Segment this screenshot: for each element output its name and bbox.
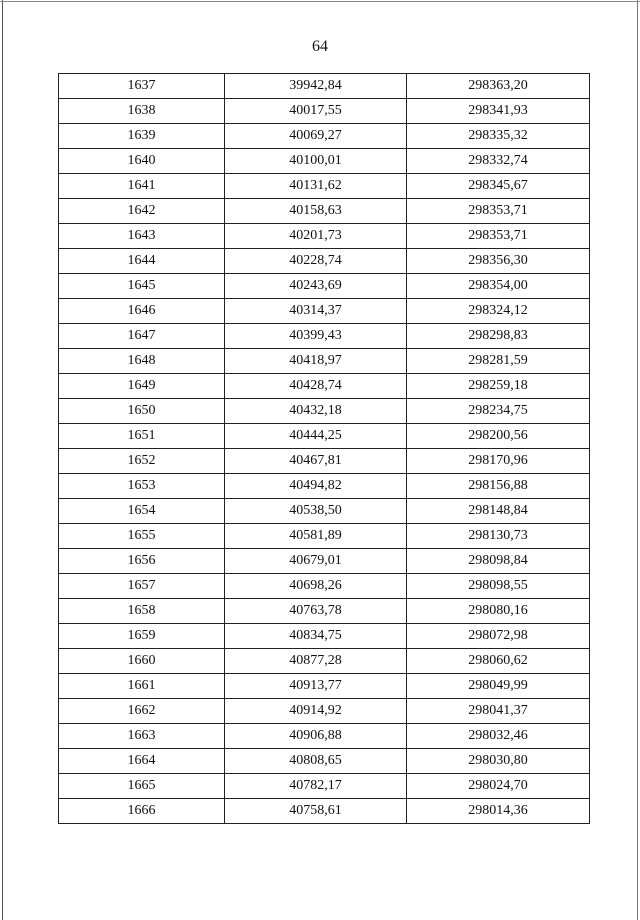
table-row xyxy=(59,149,590,174)
point-number-cell: 1652 xyxy=(59,449,225,474)
x-coordinate-cell: 40698,26 xyxy=(225,574,407,599)
coordinates-table-body xyxy=(59,74,590,824)
point-number-cell: 1664 xyxy=(59,749,225,774)
y-coordinate-cell: 298234,75 xyxy=(407,399,590,424)
x-coordinate-cell: 40158,63 xyxy=(225,199,407,224)
x-coordinate-cell: 40444,25 xyxy=(225,424,407,449)
table-row xyxy=(59,249,590,274)
point-number-cell: 1656 xyxy=(59,549,225,574)
x-coordinate-cell: 40100,01 xyxy=(225,149,407,174)
x-coordinate-cell: 40808,65 xyxy=(225,749,407,774)
x-coordinate-cell: 40538,50 xyxy=(225,499,407,524)
y-coordinate-cell: 298356,30 xyxy=(407,249,590,274)
x-coordinate-cell: 40581,89 xyxy=(225,524,407,549)
y-coordinate-cell: 298130,73 xyxy=(407,524,590,549)
table-row xyxy=(59,599,590,624)
point-number-cell: 1648 xyxy=(59,349,225,374)
scan-edge-left xyxy=(2,0,3,920)
table-row xyxy=(59,199,590,224)
y-coordinate-cell: 298072,98 xyxy=(407,624,590,649)
x-coordinate-cell: 40017,55 xyxy=(225,99,407,124)
table-row xyxy=(59,349,590,374)
point-number-cell: 1640 xyxy=(59,149,225,174)
y-coordinate-cell: 298170,96 xyxy=(407,449,590,474)
table-row xyxy=(59,374,590,399)
y-coordinate-cell: 298049,99 xyxy=(407,674,590,699)
table-row xyxy=(59,499,590,524)
y-coordinate-cell: 298098,55 xyxy=(407,574,590,599)
x-coordinate-cell: 40131,62 xyxy=(225,174,407,199)
point-number-cell: 1650 xyxy=(59,399,225,424)
point-number-cell: 1638 xyxy=(59,99,225,124)
table-row xyxy=(59,549,590,574)
y-coordinate-cell: 298341,93 xyxy=(407,99,590,124)
point-number-cell: 1654 xyxy=(59,499,225,524)
point-number-cell: 1647 xyxy=(59,324,225,349)
x-coordinate-cell: 40201,73 xyxy=(225,224,407,249)
point-number-cell: 1649 xyxy=(59,374,225,399)
table-row xyxy=(59,224,590,249)
point-number-cell: 1665 xyxy=(59,774,225,799)
x-coordinate-cell: 40906,88 xyxy=(225,724,407,749)
x-coordinate-cell: 39942,84 xyxy=(225,74,407,99)
table-row xyxy=(59,724,590,749)
point-number-cell: 1662 xyxy=(59,699,225,724)
table-row xyxy=(59,524,590,549)
x-coordinate-cell: 40834,75 xyxy=(225,624,407,649)
table-row xyxy=(59,274,590,299)
y-coordinate-cell: 298298,83 xyxy=(407,324,590,349)
scan-edge-top xyxy=(0,1,640,2)
table-row xyxy=(59,699,590,724)
point-number-cell: 1641 xyxy=(59,174,225,199)
table-row xyxy=(59,424,590,449)
y-coordinate-cell: 298353,71 xyxy=(407,199,590,224)
point-number-cell: 1646 xyxy=(59,299,225,324)
y-coordinate-cell: 298080,16 xyxy=(407,599,590,624)
table-row xyxy=(59,74,590,99)
x-coordinate-cell: 40069,27 xyxy=(225,124,407,149)
x-coordinate-cell: 40494,82 xyxy=(225,474,407,499)
point-number-cell: 1661 xyxy=(59,674,225,699)
page-number: 64 xyxy=(312,38,328,55)
scan-edge-right xyxy=(637,0,638,920)
coordinates-table xyxy=(58,73,590,824)
y-coordinate-cell: 298060,62 xyxy=(407,649,590,674)
y-coordinate-cell: 298363,20 xyxy=(407,74,590,99)
point-number-cell: 1637 xyxy=(59,74,225,99)
table-row xyxy=(59,449,590,474)
y-coordinate-cell: 298148,84 xyxy=(407,499,590,524)
table-row xyxy=(59,174,590,199)
table-row xyxy=(59,624,590,649)
x-coordinate-cell: 40428,74 xyxy=(225,374,407,399)
x-coordinate-cell: 40243,69 xyxy=(225,274,407,299)
x-coordinate-cell: 40782,17 xyxy=(225,774,407,799)
y-coordinate-cell: 298259,18 xyxy=(407,374,590,399)
point-number-cell: 1643 xyxy=(59,224,225,249)
point-number-cell: 1639 xyxy=(59,124,225,149)
x-coordinate-cell: 40418,97 xyxy=(225,349,407,374)
point-number-cell: 1644 xyxy=(59,249,225,274)
x-coordinate-cell: 40314,37 xyxy=(225,299,407,324)
y-coordinate-cell: 298032,46 xyxy=(407,724,590,749)
point-number-cell: 1657 xyxy=(59,574,225,599)
y-coordinate-cell: 298345,67 xyxy=(407,174,590,199)
point-number-cell: 1660 xyxy=(59,649,225,674)
point-number-cell: 1653 xyxy=(59,474,225,499)
x-coordinate-cell: 40467,81 xyxy=(225,449,407,474)
y-coordinate-cell: 298041,37 xyxy=(407,699,590,724)
table-row xyxy=(59,649,590,674)
table-row xyxy=(59,99,590,124)
y-coordinate-cell: 298353,71 xyxy=(407,224,590,249)
x-coordinate-cell: 40432,18 xyxy=(225,399,407,424)
table-row xyxy=(59,799,590,824)
table-row xyxy=(59,674,590,699)
y-coordinate-cell: 298030,80 xyxy=(407,749,590,774)
y-coordinate-cell: 298024,70 xyxy=(407,774,590,799)
point-number-cell: 1655 xyxy=(59,524,225,549)
point-number-cell: 1642 xyxy=(59,199,225,224)
x-coordinate-cell: 40758,61 xyxy=(225,799,407,824)
y-coordinate-cell: 298200,56 xyxy=(407,424,590,449)
y-coordinate-cell: 298156,88 xyxy=(407,474,590,499)
point-number-cell: 1666 xyxy=(59,799,225,824)
point-number-cell: 1645 xyxy=(59,274,225,299)
y-coordinate-cell: 298332,74 xyxy=(407,149,590,174)
table-row xyxy=(59,574,590,599)
point-number-cell: 1663 xyxy=(59,724,225,749)
x-coordinate-cell: 40399,43 xyxy=(225,324,407,349)
table-row xyxy=(59,299,590,324)
table-row xyxy=(59,324,590,349)
table-row xyxy=(59,124,590,149)
table-row xyxy=(59,399,590,424)
x-coordinate-cell: 40914,92 xyxy=(225,699,407,724)
table-row xyxy=(59,774,590,799)
y-coordinate-cell: 298014,36 xyxy=(407,799,590,824)
x-coordinate-cell: 40877,28 xyxy=(225,649,407,674)
x-coordinate-cell: 40679,01 xyxy=(225,549,407,574)
table-row xyxy=(59,749,590,774)
y-coordinate-cell: 298335,32 xyxy=(407,124,590,149)
table-row xyxy=(59,474,590,499)
y-coordinate-cell: 298324,12 xyxy=(407,299,590,324)
x-coordinate-cell: 40228,74 xyxy=(225,249,407,274)
point-number-cell: 1659 xyxy=(59,624,225,649)
y-coordinate-cell: 298281,59 xyxy=(407,349,590,374)
y-coordinate-cell: 298098,84 xyxy=(407,549,590,574)
x-coordinate-cell: 40913,77 xyxy=(225,674,407,699)
y-coordinate-cell: 298354,00 xyxy=(407,274,590,299)
point-number-cell: 1658 xyxy=(59,599,225,624)
x-coordinate-cell: 40763,78 xyxy=(225,599,407,624)
point-number-cell: 1651 xyxy=(59,424,225,449)
